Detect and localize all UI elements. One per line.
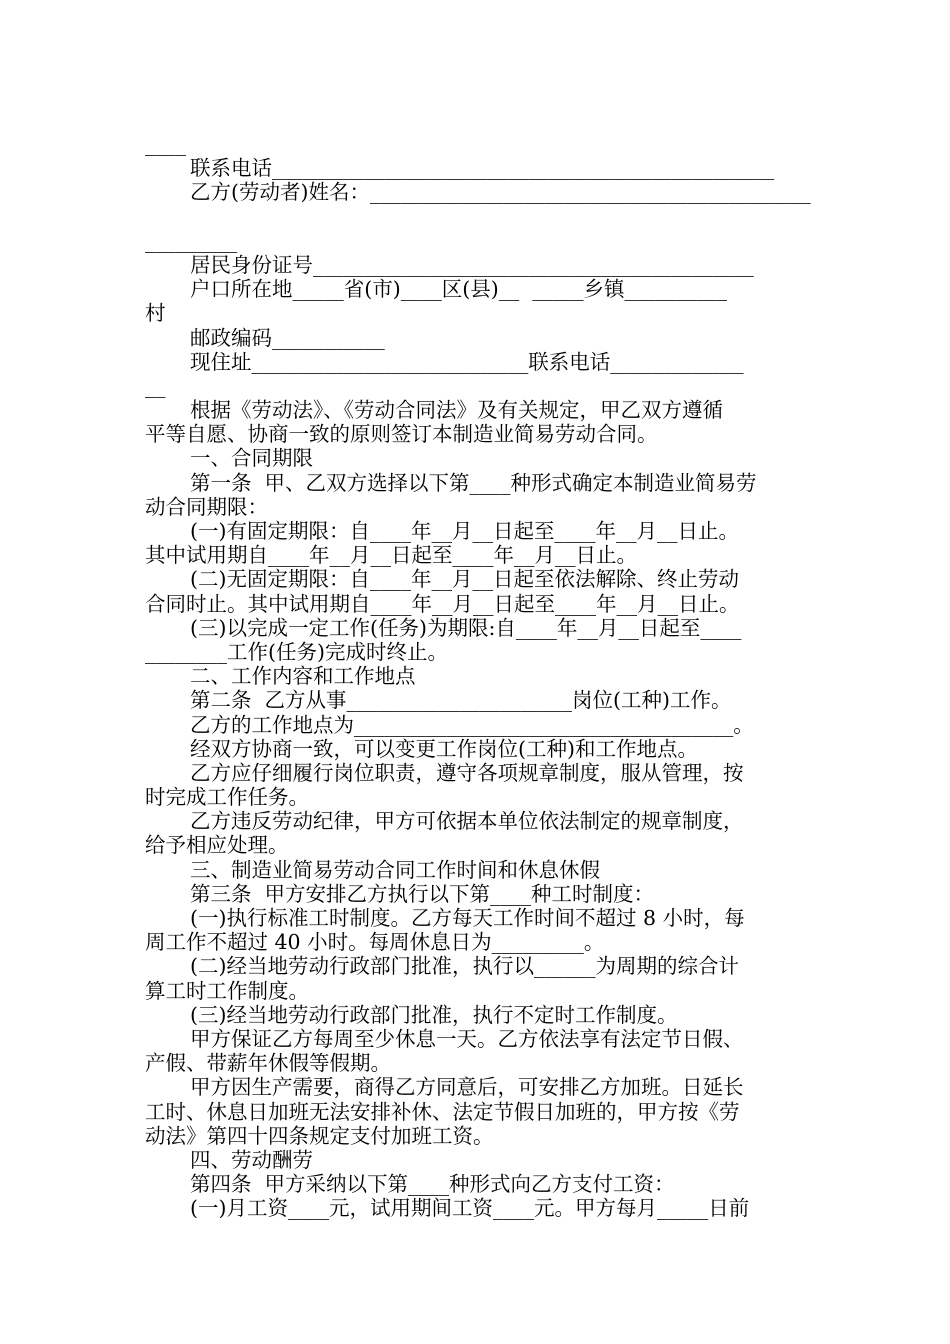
text-line: 户口所在地_____省(市)____区(县)__ _____乡镇__________ <box>190 277 728 302</box>
text-line: ____ <box>145 132 186 156</box>
text-line: 经双方协商一致，可以变更工作岗位(工种)和工作地点。 <box>190 736 698 761</box>
text-line: 村 <box>145 301 166 326</box>
section-heading: 二、工作内容和工作地点 <box>190 664 416 689</box>
text-line <box>145 205 807 229</box>
text-line: 现住址___________________________联系电话_____________ <box>190 349 744 374</box>
text-line: 产假、带薪年休假等假期。 <box>145 1051 391 1076</box>
section-heading: 三、制造业简易劳动合同工作时间和休息休假 <box>190 857 600 882</box>
text-line: (一)执行标准工时制度。乙方每天工作时间不超过 8 小时，每 <box>190 906 745 930</box>
text-line: 第二条 乙方从事______________________岗位(工种)工作。 <box>190 688 732 713</box>
text-line: (二)无固定期限：自____年__月__日起至依法解除、终止劳动 <box>190 567 739 592</box>
text-line: 联系电话_________________________________________________ <box>190 156 775 181</box>
text-line: 周工作不超过 40 小时。每周休息日为_________。 <box>145 930 605 955</box>
text-line: (三)以完成一定工作(任务)为期限:自____年__月__日起至____ <box>190 615 742 640</box>
text-line: 第三条 甲方安排乙方执行以下第____种工时制度： <box>190 881 655 906</box>
text-line: __ <box>145 373 166 398</box>
text-line: 给予相应处理。 <box>145 833 289 858</box>
section-heading: 一、合同期限 <box>190 446 313 471</box>
text-line: 工时、休息日加班无法安排补休、法定节假日加班的，甲方按《劳 <box>145 1099 740 1124</box>
text-line: 第四条 甲方采纳以下第____种形式向乙方支付工资： <box>190 1172 675 1197</box>
text-line: 第一条 甲、乙双方选择以下第____种形式确定本制造业简易劳 <box>190 470 757 495</box>
text-line: 乙方的工作地点为_____________________________________。 <box>190 712 754 737</box>
section-heading: 四、劳动酬劳 <box>190 1147 313 1172</box>
text-line: (二)经当地劳动行政部门批准，执行以______为周期的综合计 <box>190 954 739 979</box>
text-line: 邮政编码___________ <box>190 325 385 350</box>
text-line: 甲方保证乙方每周至少休息一天。乙方依法享有法定节日假、 <box>190 1026 744 1051</box>
text-line: 动合同期限： <box>145 494 268 519</box>
text-line: 乙方违反劳动纪律，甲方可依据本单位依法制定的规章制度， <box>190 809 744 834</box>
text-line: ________工作(任务)完成时终止。 <box>145 639 448 664</box>
text-line: (一)月工资____元，试用期间工资____元。甲方每月_____日前 <box>190 1196 750 1221</box>
text-line: 根据《劳动法》、《劳动合同法》及有关规定，甲乙双方遵循 <box>190 398 723 423</box>
text-line: 居民身份证号___________________________________________ <box>190 252 754 277</box>
text-line: _________ <box>145 228 238 253</box>
text-line: 甲方因生产需要，商得乙方同意后，可安排乙方加班。日延长 <box>190 1075 744 1100</box>
contract-document <box>145 132 811 1221</box>
text-line: 算工时工作制度。 <box>145 978 309 1003</box>
text-line: (一)有固定期限：自____年__月__日起至____年__月__日止。 <box>190 519 739 543</box>
text-line: 平等自愿、协商一致的原则签订本制造业简易劳动合同。 <box>145 422 658 447</box>
text-line: (三)经当地劳动行政部门批准，执行不定时工作制度。 <box>190 1002 678 1027</box>
text-line: 其中试用期自____年__月__日起至____年__月__日止。 <box>145 543 637 568</box>
text-line: 合同时止。其中试用期自____年__月__日起至____年__月__日止。 <box>145 591 740 616</box>
text-line: 动法》第四十四条规定支付加班工资。 <box>145 1123 494 1148</box>
text-line: 乙方(劳动者)姓名：___________________________________________ <box>190 180 811 205</box>
text-line: 时完成工作任务。 <box>145 785 309 810</box>
text-line: 乙方应仔细履行岗位职责，遵守各项规章制度，服从管理，按 <box>190 760 744 785</box>
